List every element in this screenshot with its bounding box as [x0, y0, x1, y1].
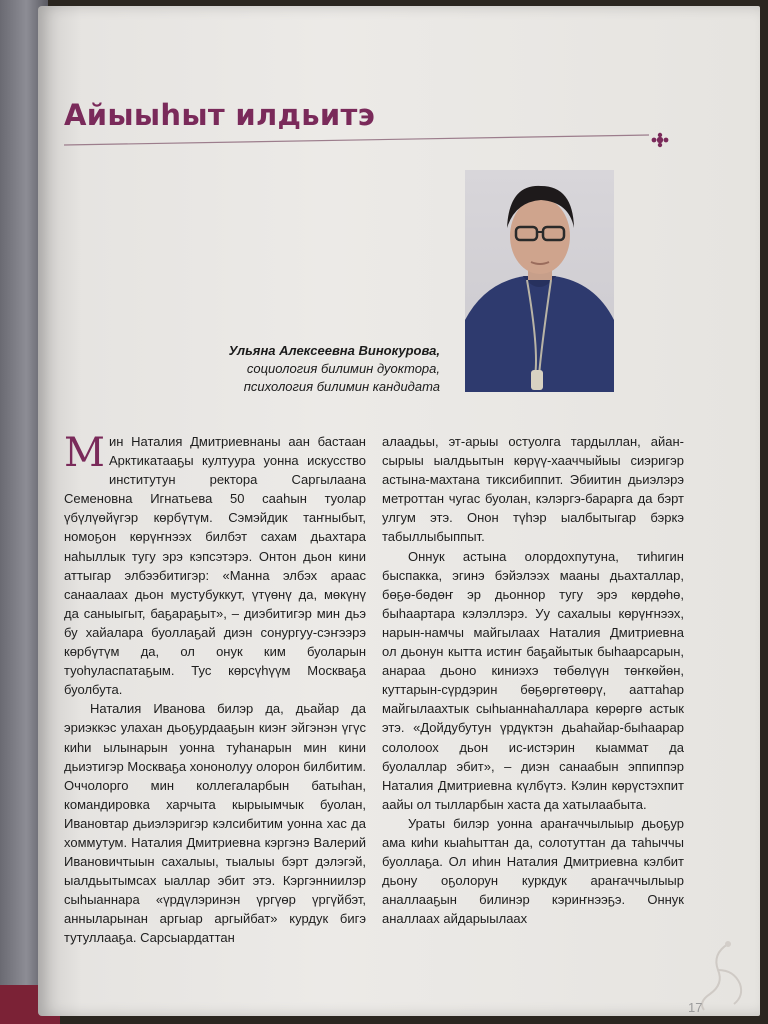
title-divider — [64, 132, 676, 152]
paragraph: алаадьы, эт-арыы остуолга тардыллан, айан-сырыы ыалдьытын көрүү-хааччыйыы сиэригэр астына-махтана тиксибиппит. Эбиитин дьиэлэрэ метроттан чугас буолан, кэлэргэ-барарга да бэрт улгум этэ. Онон түһэр ыалбытыгар бэркэ табыллыбыппыт. — [382, 434, 684, 545]
paragraph: Оннук астына олордохпутуна, тиһигин быспакка, эгинэ бэйэлээх мааны дьахталлар, бөҕө-бөдөҥ эр дьоннор тугу эрэ көрдөһө, быһаартара кэлэллэрэ. Уу сахалыы көрүҥнээх, нарын-намчы майгылаах Наталия Дмитриевна ол дьонун кытта истиҥ баҕайытык быһаарсарын, анараа дьоно киниэхэ төбөлүүн төҥкөйөн, куттарын-сүрдэрин бөҕөргөтөөрү, ааттаһар майгылаахтык сыһыаннаһаллара көрөргө астык этэ. «Дойдубутун үрдүктэн дьаһайар-быһаарар сололоох дьон ис-истэрин кыаммат да буолаллар эбит», – диэн санаабын эппиппэр Наталия Дмитриевна күлбүтэ. Кэлин көрүстэхпит аайы ол тылларбын хаста да хатылаабыта. — [382, 548, 684, 812]
portrait-photo — [465, 170, 614, 392]
paragraph: Наталия Иванова билэр да, дьайар да эриэккэс улахан дьоҕурдааҕын киэҥ эйгэнэн үгүс киһи ылынарын уонна туһанарын мин кини дьиэтигэр Москваҕа хононолуу олорон билбитим. Оччолорго мин коллегаларбын батыһан, командировка харчыта кырыымчык буолан, Ивановтар дьиэлэригэр кэлсибитим уонна хас да хоммутум. Наталия Дмитриевна кэргэнэ Валерий Ивановичтыын сахалыы, тыалыы бэрт дэлэгэй, ыалдьытымсах ыаллар эбит этэ. Кэргэнниилэр сыһыаннара «үрдүлэринэн үргүөр үргүйбэт, анныларынан аргыар аргыйбат» курдук бигэ тутуллааҕа. Сарсыардаттан — [64, 701, 366, 946]
page-number: 17 — [688, 1000, 703, 1015]
text-column-right — [382, 432, 684, 928]
paragraph: Ураты билэр уонна араҥаччылыыр дьоҕур ама киһи кыаһыттан да, солотуттан да таһыччы буоллаҕа. Ол иһин Наталия Дмитриевна кэлбит дьону оҕолорун куркдук араҥаччылыыр аналлааҕын билинэр кэриҥнээҕэ. Оннук аналлаах айдарыылаах — [382, 815, 684, 927]
page-title: Айыыһыт илдьитэ — [64, 98, 376, 132]
text-column-left — [64, 432, 366, 948]
author-degree-2: психология билимин кандидата — [243, 379, 440, 394]
paragraph: Мин Наталия Дмитриевнаны аан бастаан Арктикатааҕы култуура уонна искусство институтун ректора Саргылаана Семеновна Игнатьева 50 сааһын туолар үбүлүөйүгэр көрбүтүм. Сэмэйдик таҥныбыт, номоҕон көрүҥнээх билбэт сахам дьахтара наһыллык тугу эрэ кэпсэтэрэ. Онтон дьон кини аттыгар элбээбитигэр: «Манна элбэх араас санаалаах дьон мустубуккут, үтүөнү да, мөкүнү да саныыгыт, баҕараҕыт», – диэбитигэр мин дьэ бу хайалара буоллаҕай диэн сонургуу-сэҥээрэ көрбүтүм да, ол онук ким буоларын туоһуласпатаҕым. Тус көрсүһүүм Москваҕа буолбута. — [64, 430, 366, 698]
floral-ornament-icon — [652, 133, 669, 147]
drop-cap: М — [64, 430, 105, 476]
author-degree-1: социология билимин дуоктора, — [246, 361, 440, 376]
photo-caption — [180, 342, 440, 396]
author-name: Ульяна Алексеевна Винокурова, — [228, 343, 440, 358]
